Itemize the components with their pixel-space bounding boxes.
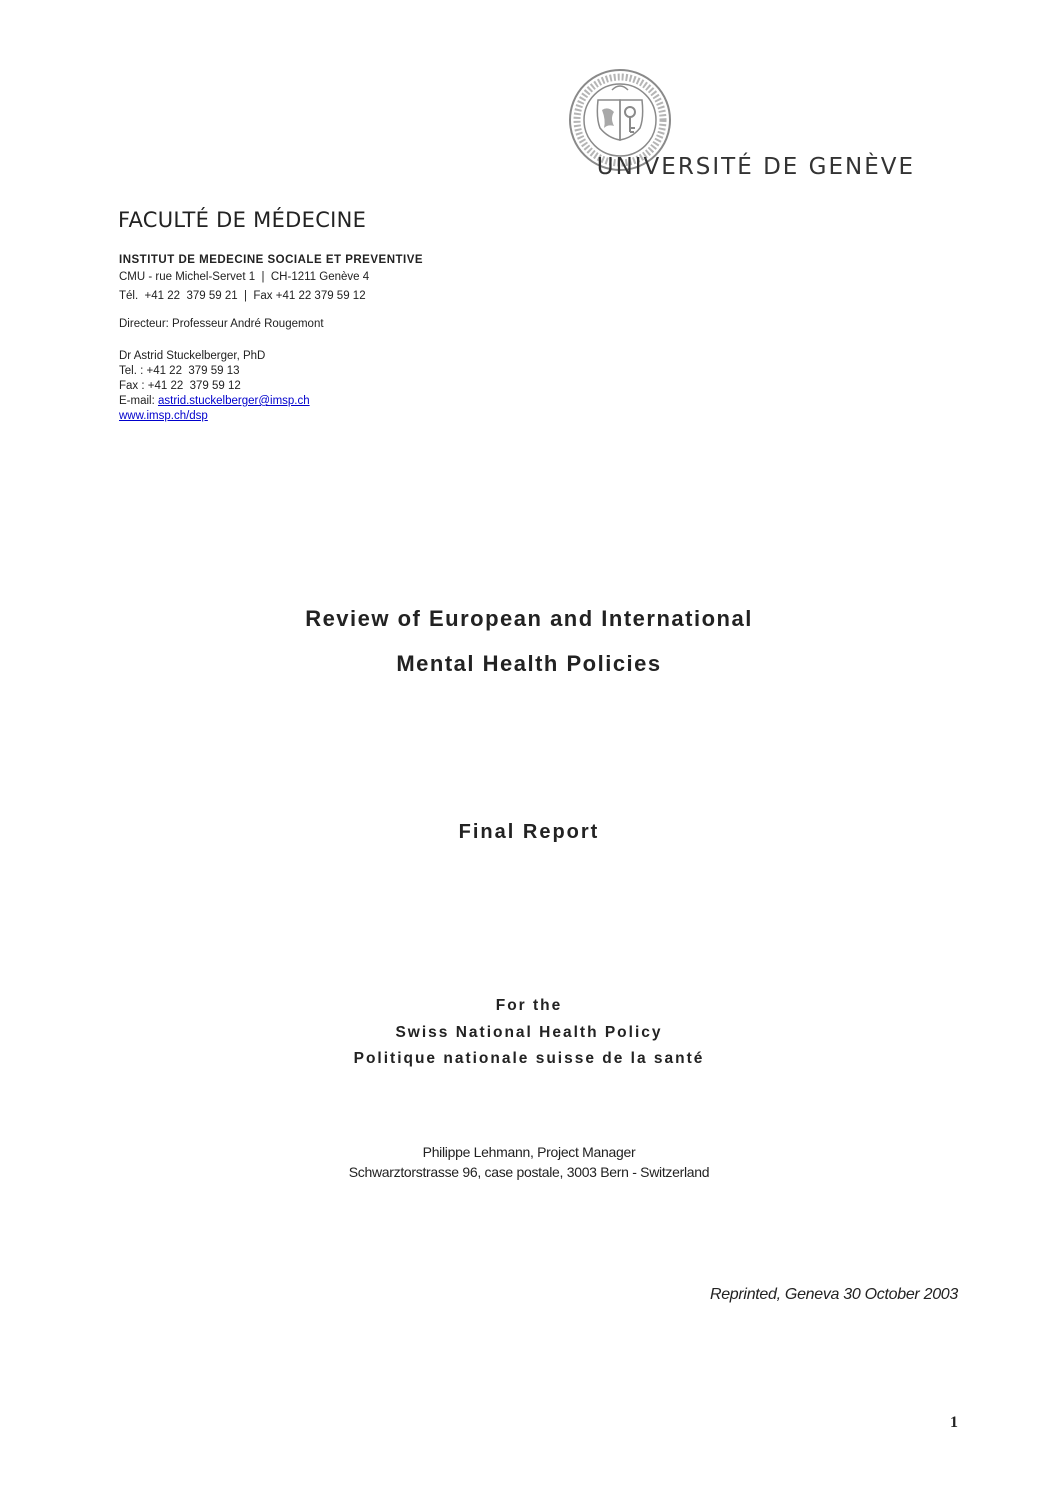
recipient-line2: Swiss National Health Policy xyxy=(395,1024,663,1041)
contact-name: Dr Astrid Stuckelberger, PhD xyxy=(119,350,266,362)
university-name: UNIVERSITÉ DE GENÈVE xyxy=(596,154,915,180)
manager-name: Philippe Lehmann, Project Manager xyxy=(422,1144,636,1160)
contact-tel: Tel. : +41 22 379 59 13 xyxy=(119,365,240,377)
contact-website-link[interactable]: www.imsp.ch/dsp xyxy=(119,410,208,422)
contact-email-line xyxy=(119,394,310,409)
institute-name: INSTITUT DE MEDECINE SOCIALE ET PREVENTIVE xyxy=(119,254,424,266)
report-type: Final Report xyxy=(458,821,600,843)
document-title-line1: Review of European and International xyxy=(305,606,753,631)
reprint-date: Reprinted, Geneva 30 October 2003 xyxy=(709,1286,958,1303)
page-number: 1 xyxy=(950,1414,958,1431)
faculty-name: FACULTÉ DE MÉDECINE xyxy=(118,208,367,232)
director-line: Directeur: Professeur André Rougemont xyxy=(119,318,324,330)
recipient-line1: For the xyxy=(495,997,563,1014)
contact-email-label: E-mail: xyxy=(119,395,158,407)
recipient-line3: Politique nationale suisse de la santé xyxy=(353,1050,705,1067)
contact-fax: Fax : +41 22 379 59 12 xyxy=(119,380,241,392)
institute-phone-fax: Tél. +41 22 379 59 21 | Fax +41 22 379 59 12 xyxy=(119,290,366,302)
institute-address: CMU - rue Michel-Servet 1 | CH-1211 Genève 4 xyxy=(119,271,370,283)
contact-email-link[interactable]: astrid.stuckelberger@imsp.ch xyxy=(157,395,310,407)
document-title-line2: Mental Health Policies xyxy=(396,651,662,676)
contact-block xyxy=(119,349,310,424)
manager-address: Schwarztorstrasse 96, case postale, 3003 Bern - Switzerland xyxy=(348,1164,710,1180)
